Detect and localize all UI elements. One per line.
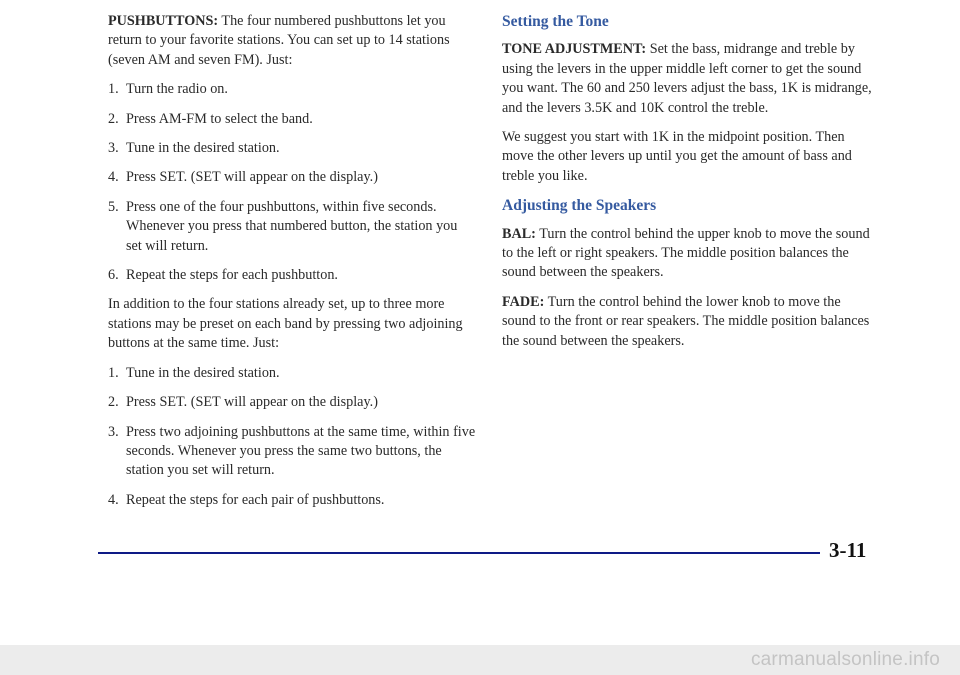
step-text: Press SET. (SET will appear on the display.) bbox=[126, 169, 378, 186]
step-number: 2. bbox=[108, 394, 119, 411]
step-number: 1. bbox=[108, 81, 119, 98]
step-text: Turn the radio on. bbox=[126, 81, 228, 98]
list-item bbox=[108, 393, 476, 412]
tone-label: TONE ADJUSTMENT: bbox=[502, 41, 647, 58]
step-text: Tune in the desired station. bbox=[126, 140, 280, 157]
step-number: 3. bbox=[108, 140, 119, 157]
list-item bbox=[108, 139, 476, 158]
bal-label: BAL: bbox=[502, 225, 536, 242]
step-text: Repeat the steps for each pushbutton. bbox=[126, 267, 338, 284]
step-number: 5. bbox=[108, 198, 119, 215]
page-number: 3-11 bbox=[829, 538, 867, 562]
list-item bbox=[108, 198, 476, 256]
step-number: 4. bbox=[108, 169, 119, 186]
suggest-paragraph: We suggest you start with 1K in the midpoint position. Then move the other levers up until you get the amount of bass and treble you like. bbox=[502, 129, 852, 184]
list-item bbox=[108, 110, 476, 129]
fade-paragraph bbox=[502, 293, 874, 351]
right-column bbox=[502, 12, 874, 361]
tone-heading: Setting the Tone bbox=[502, 13, 609, 30]
step-text: Press one of the four pushbuttons, within five seconds. Whenever you press that numbered button, the station you set will return. bbox=[126, 198, 458, 254]
list-item bbox=[108, 364, 476, 383]
list-item bbox=[108, 266, 476, 285]
bal-paragraph bbox=[502, 225, 874, 283]
step-number: 4. bbox=[108, 491, 119, 508]
watermark-text: carmanualsonline.info bbox=[750, 649, 940, 670]
speakers-heading: Adjusting the Speakers bbox=[502, 197, 657, 215]
step-number: 2. bbox=[108, 110, 119, 127]
step-number: 6. bbox=[108, 267, 119, 284]
preset-steps-list bbox=[108, 80, 476, 285]
fade-label: FADE: bbox=[502, 293, 545, 310]
footer-rule bbox=[98, 552, 820, 554]
pushbuttons-label: PUSHBUTTONS: bbox=[108, 13, 219, 29]
list-item bbox=[108, 80, 476, 99]
step-number: 1. bbox=[108, 364, 119, 381]
step-text: Repeat the steps for each pair of pushbuttons. bbox=[126, 491, 385, 508]
step-number: 3. bbox=[108, 423, 119, 440]
tone-paragraph bbox=[502, 40, 874, 118]
step-text: Press two adjoining pushbuttons at the same time, within five seconds. Whenever you press the same two buttons, the station you set will return. bbox=[126, 423, 476, 479]
list-item bbox=[108, 491, 476, 510]
list-item bbox=[108, 423, 476, 481]
pushbuttons-intro bbox=[108, 12, 476, 70]
step-text: Press SET. (SET will appear on the display.) bbox=[126, 394, 378, 411]
step-text: Tune in the desired station. bbox=[126, 364, 280, 381]
bal-text: Turn the control behind the upper knob to move the sound to the left or right speakers. The middle position balances the sound between the speakers. bbox=[502, 225, 870, 281]
extra-preset-steps-list bbox=[108, 364, 476, 510]
step-text: Press AM-FM to select the band. bbox=[126, 110, 313, 127]
list-item bbox=[108, 168, 476, 187]
left-column bbox=[108, 12, 476, 520]
pushbuttons-intro-text: The four numbered pushbuttons let you return to your favorite stations. You can set up to 14 stations (seven AM and seven FM). Just: bbox=[108, 13, 450, 68]
additional-presets-text: In addition to the four stations already set, up to three more stations may be preset on each band by pressing two adjoining buttons at the same time. Just: bbox=[108, 296, 463, 352]
fade-text: Turn the control behind the lower knob to move the sound to the front or rear speakers. The middle position balances the sound between the speakers. bbox=[502, 293, 870, 349]
tone-text: Set the bass, midrange and treble by using the levers in the upper middle left corner to get the sound you want. The 60 and 250 levers adjust the bass, 1K is midrange, and the levers 3.5K and 10K control the treble. bbox=[502, 41, 872, 116]
